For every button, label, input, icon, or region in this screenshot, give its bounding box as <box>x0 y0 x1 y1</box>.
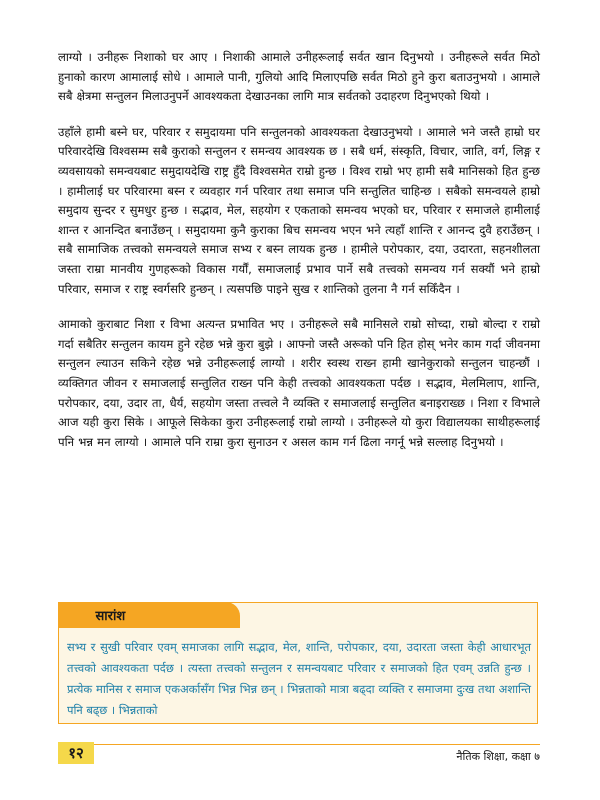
summary-title: सारांश <box>95 608 126 624</box>
summary-box <box>58 602 538 724</box>
summary-text: सभ्य र सुखी परिवार एवम् समाजका लागि सद्भाव, मेल, शान्ति, परोपकार, दया, उदारता जस्ता केही आधारभूत तत्त्वको आवश्यकता पर्दछ । त्यस्ता तत्त्वको सन्तुलन र समन्वयबाट परिवार र समाजको हित एवम् उन्नति हुन्छ । प्रत्येक मानिस र समाज एकअर्कासँग भिन्न भिन्न छन् । भिन्नताको मात्रा बढ्दा व्यक्ति र समाजमा दुःख तथा अशान्ति पनि बढ्छ । भिन्नताको <box>67 640 531 717</box>
main-text <box>58 48 540 468</box>
footer-divider <box>58 744 540 745</box>
book-title: नैतिक शिक्षा, कक्षा ७ <box>456 750 540 763</box>
paragraph-2: उहाँले हामी बस्ने घर, परिवार र समुदायमा पनि सन्तुलनको आवश्यकता देखाउनुभयो । आमाले भने जस्तै हाम्रो घर परिवारदेखि विश्वसम्म सबै कुराको सन्तुलन र समन्वय आवश्यक छ । सबै धर्म, संस्कृति, विचार, जाति, वर्ग, लिङ्ग र व्यवसायको समन्वयबाट समुदायदेखि राष्ट्र हुँदै विश्वसमेत राम्रो हुन्छ । विश्व राम्रो भए हामी सबै मानिसको हित हुन्छ । हामीलाई घर परिवारमा बस्न र व्यवहार गर्न परिवार तथा समाज पनि सन्तुलित चाहिन्छ । सबैको समन्वयले हाम्रो समुदाय सुन्दर र सुमधुर हुन्छ । सद्भाव, मेल, सहयोग र एकताको समन्वय भएको घर, परिवार र समाजले हामीलाई शान्त र आनन्दित बनाउँछन् । समुदायमा कुनै कुराका बिच समन्वय भएन भने त्यहाँ शान्ति र आनन्द दुवै हराउँछन् । सबै सामाजिक तत्त्वको समन्वयले समाज सभ्य र बस्न लायक हुन्छ । हामीले परोपकार, दया, उदारता, सहनशीलता जस्ता राम्रा मानवीय गुणहरूको विकास गर्यौं, समाजलाई प्रभाव पार्ने सबै तत्त्वको समन्वय गर्न सक्यौं भने हाम्रो परिवार, समाज र राष्ट्र स्वर्गसरि हुन्छन् । त्यसपछि पाइने सुख र शान्तिको तुलना नै गर्न सकिँदैन । <box>58 124 540 296</box>
paragraph-3: आमाको कुराबाट निशा र विभा अत्यन्त प्रभावित भए । उनीहरूले सबै मानिसले राम्रो सोच्दा, राम्रो बोल्दा र राम्रो गर्दा सबैतिर सन्तुलन कायम हुने रहेछ भन्ने कुरा बुझे । आफ्नो जस्तै अरूको पनि हित होस् भनेर काम गर्दा जीवनमा सन्तुलन ल्याउन सकिने रहेछ भन्ने उनीहरूलाई लाग्यो । शरीर स्वस्थ राख्न हामी खानेकुराको सन्तुलन चाहन्छौं । व्यक्तिगत जीवन र समाजलाई सन्तुलित राख्न पनि केही तत्त्वको आवश्यकता पर्दछ । सद्भाव, मेलमिलाप, शान्ति, परोपकार, दया, उदार ता, धैर्य, सहयोग जस्ता तत्त्वले नै व्यक्ति र समाजलाई सन्तुलित बनाइराख्छ । निशा र विभाले आज यही कुरा सिके । आफूले सिकेका कुरा उनीहरूलाई राम्रो लाग्यो । उनीहरूले यो कुरा विद्यालयका साथीहरूलाई पनि भन्न मन लाग्यो । आमाले पनि राम्रा कुरा सुनाउन र असल काम गर्न ढिला नगर्नू भन्ने सल्लाह दिनुभयो । <box>58 317 540 449</box>
summary-header-tab <box>58 602 240 628</box>
page-number: १२ <box>58 742 94 764</box>
paragraph-1: लाग्यो । उनीहरू निशाको घर आए । निशाकी आमाले उनीहरूलाई सर्वत खान दिनुभयो । उनीहरूले सर्वत मिठो हुनाको कारण आमालाई सोधे । आमाले पानी, गुलियो आदि मिलाएपछि सर्वत मिठो हुने कुरा बताउनुभयो । आमाले सबै क्षेत्रमा सन्तुलन मिलाउनुपर्ने आवश्यकता देखाउनका लागि मात्र सर्वतको उदाहरण दिनुभएको थियो । <box>58 50 540 104</box>
